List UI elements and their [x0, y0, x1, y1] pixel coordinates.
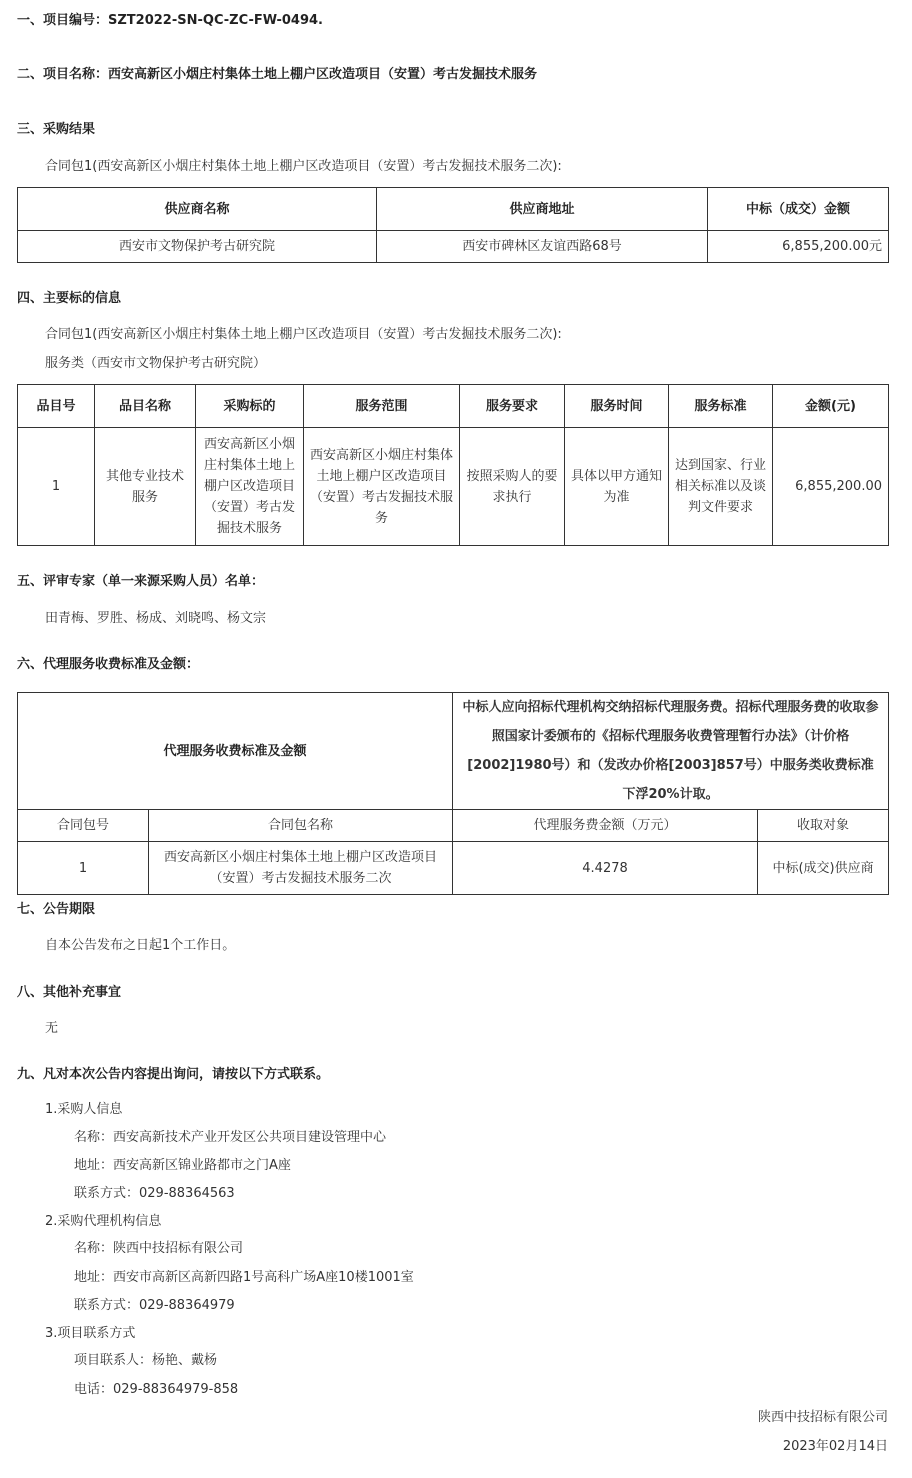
- table-header-row: [18, 188, 889, 231]
- table-header-row: [18, 385, 889, 428]
- col-header: 合同包名称: [149, 810, 453, 842]
- section-9-title: 九、凡对本次公告内容提出询问，请按以下方式联系。: [17, 1067, 330, 1082]
- procurement-result-table: [17, 187, 889, 263]
- section-3-title: 三、采购结果: [17, 122, 96, 137]
- package-number-cell: 1: [18, 842, 149, 895]
- project-number-label: 一、项目编号：: [17, 13, 109, 28]
- col-header: 供应商名称: [18, 188, 377, 231]
- agency-fee-table: [17, 692, 889, 895]
- section-4-category: 服务类（西安市文物保护考古研究院）: [45, 356, 267, 371]
- item-name-cell: 其他专业技术服务: [95, 428, 196, 546]
- project-number-value: SZT2022-SN-QC-ZC-FW-0494.: [108, 13, 323, 28]
- service-requirement-cell: 按照采购人的要求执行: [460, 428, 565, 546]
- col-header: 中标（成交）金额: [708, 188, 889, 231]
- section-4-title: 四、主要标的信息: [17, 291, 122, 306]
- section-8-title: 八、其他补充事宜: [17, 985, 122, 1000]
- col-header: 供应商地址: [377, 188, 708, 231]
- agent-name: 名称：陕西中技招标有限公司: [74, 1241, 244, 1256]
- buyer-address: 地址：西安高新区锦业路都市之门A座: [74, 1158, 291, 1173]
- section-6-title: 六、代理服务收费标准及金额：: [17, 657, 200, 672]
- fee-payer-cell: 中标(成交)供应商: [758, 842, 889, 895]
- project-name-line: [17, 63, 537, 82]
- service-time-cell: 具体以甲方通知为准: [565, 428, 669, 546]
- service-scope-cell: 西安高新区小烟庄村集体土地上棚户区改造项目（安置）考古发掘技术服务: [304, 428, 460, 546]
- col-header: 服务范围: [304, 385, 460, 428]
- table-header-row: [18, 810, 889, 842]
- amount-cell: 6,855,200.00: [773, 428, 889, 546]
- supplier-address-cell: 西安市碑林区友谊西路68号: [377, 231, 708, 263]
- section-3-package: 合同包1(西安高新区小烟庄村集体土地上棚户区改造项目（安置）考古发掘技术服务二次):: [45, 159, 562, 174]
- award-amount-cell: 6,855,200.00元: [708, 231, 889, 263]
- project-name-label: 二、项目名称：: [17, 67, 109, 82]
- col-header: 金额(元): [773, 385, 889, 428]
- agent-info-title: 2.采购代理机构信息: [45, 1214, 162, 1229]
- buyer-info-title: 1.采购人信息: [45, 1102, 123, 1117]
- footer-company: 陕西中技招标有限公司: [757, 1410, 888, 1425]
- buyer-phone: 联系方式：029-88364563: [74, 1186, 235, 1201]
- table-row: [18, 428, 889, 546]
- col-header: 代理服务费金额（万元）: [453, 810, 758, 842]
- agent-phone: 联系方式：029-88364979: [74, 1298, 235, 1313]
- agency-fee-cell: 4.4278: [453, 842, 758, 895]
- col-header: 服务时间: [565, 385, 669, 428]
- project-contact-phone: 电话：029-88364979-858: [74, 1382, 239, 1397]
- service-standard-cell: 达到国家、行业相关标准以及谈判文件要求: [669, 428, 773, 546]
- col-header: 合同包号: [18, 810, 149, 842]
- supplementary-text: 无: [45, 1021, 59, 1036]
- col-header: 品目名称: [95, 385, 196, 428]
- notice-period-text: 自本公告发布之日起1个工作日。: [45, 938, 236, 953]
- table-row: [18, 231, 889, 263]
- project-contact-title: 3.项目联系方式: [45, 1326, 136, 1341]
- col-header: 品目号: [18, 385, 95, 428]
- section-5-title: 五、评审专家（单一来源采购人员）名单：: [17, 574, 265, 589]
- footer-date: 2023年02月14日: [782, 1439, 888, 1454]
- col-header: 服务要求: [460, 385, 565, 428]
- fee-standard-description: 中标人应向招标代理机构交纳招标代理服务费。招标代理服务费的收取参照国家计委颁布的《招标代理服务收费管理暂行办法》（计价格[2002]1980号）和（发改办价格[2003]857号）中服务类收费标准下浮20%计取。: [453, 693, 889, 810]
- procurement-subject-cell: 西安高新区小烟庄村集体土地上棚户区改造项目（安置）考古发掘技术服务: [196, 428, 304, 546]
- fee-standard-label: 代理服务收费标准及金额: [18, 693, 453, 810]
- package-name-cell: 西安高新区小烟庄村集体土地上棚户区改造项目（安置）考古发掘技术服务二次: [149, 842, 453, 895]
- item-number-cell: 1: [18, 428, 95, 546]
- col-header: 采购标的: [196, 385, 304, 428]
- col-header: 服务标准: [669, 385, 773, 428]
- expert-names: 田青梅、罗胜、杨成、刘晓鸣、杨文宗: [45, 611, 267, 626]
- col-header: 收取对象: [758, 810, 889, 842]
- project-name-value: 西安高新区小烟庄村集体土地上棚户区改造项目（安置）考古发掘技术服务: [108, 67, 538, 82]
- project-contact-person: 项目联系人：杨艳、戴杨: [74, 1353, 218, 1368]
- fee-standard-row: [18, 693, 889, 810]
- section-4-package: 合同包1(西安高新区小烟庄村集体土地上棚户区改造项目（安置）考古发掘技术服务二次):: [45, 327, 562, 342]
- project-number-line: [17, 9, 323, 28]
- supplier-name-cell: 西安市文物保护考古研究院: [18, 231, 377, 263]
- table-row: [18, 842, 889, 895]
- agent-address: 地址：西安市高新区高新四路1号高科广场A座10楼1001室: [74, 1270, 414, 1285]
- subject-info-table: [17, 384, 889, 546]
- section-7-title: 七、公告期限: [17, 902, 96, 917]
- buyer-name: 名称：西安高新技术产业开发区公共项目建设管理中心: [74, 1130, 387, 1145]
